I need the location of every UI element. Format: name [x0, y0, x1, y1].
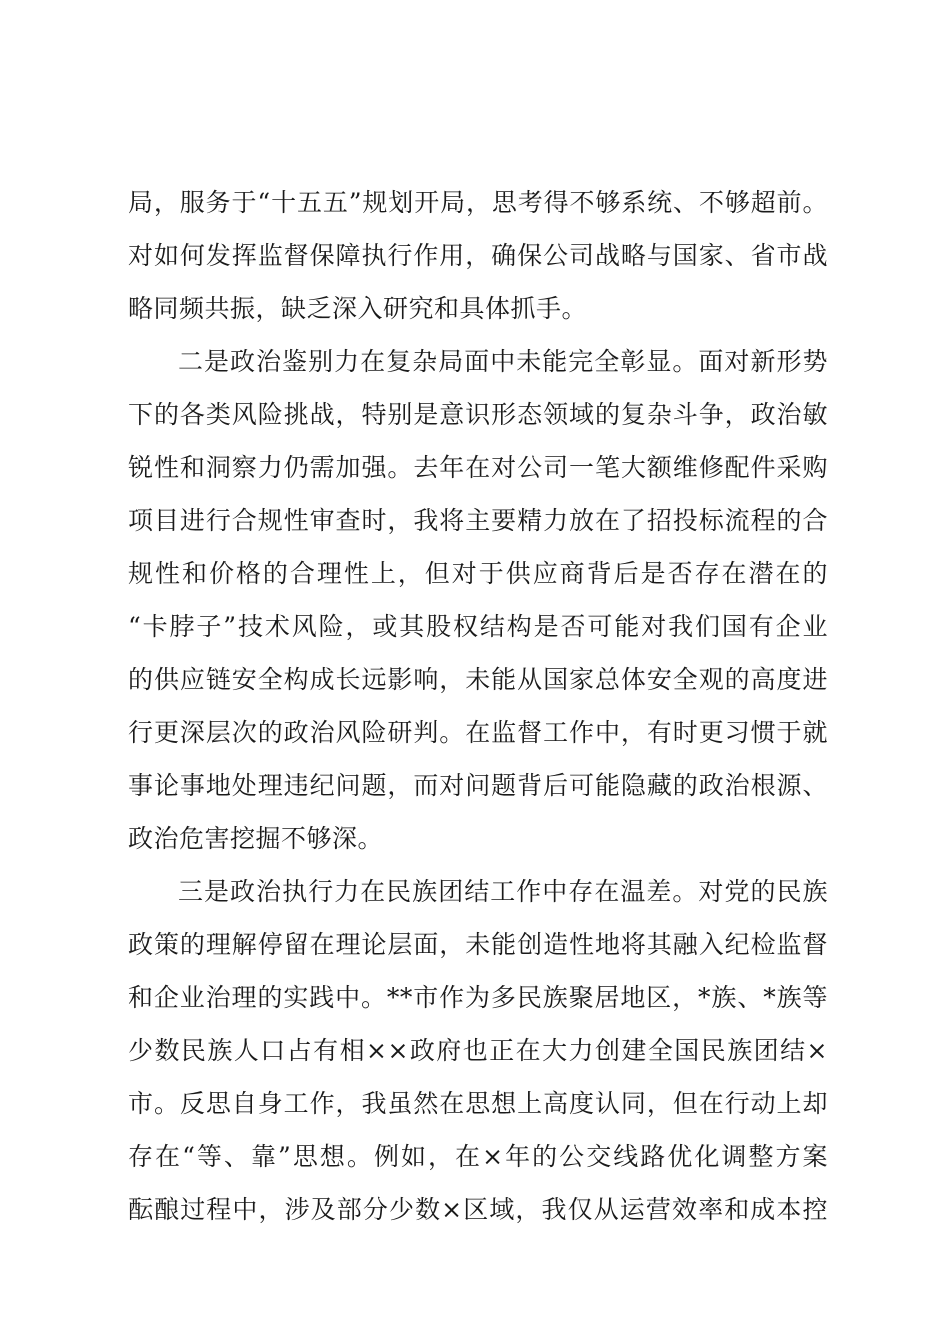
text-line: 下的各类风险挑战，特别是意识形态领域的复杂斗争，政治敏	[128, 400, 828, 429]
text-line: 对如何发挥监督保障执行作用，确保公司战略与国家、省市战	[128, 241, 828, 270]
text-line: 规性和价格的合理性上，但对于供应商背后是否存在潜在的	[128, 559, 828, 588]
text-line: “卡脖子”技术风险，或其股权结构是否可能对我们国有企业	[128, 612, 828, 641]
text-line: 锐性和洞察力仍需加强。去年在对公司一笔大额维修配件采购	[128, 453, 828, 482]
text-line: 和企业治理的实践中。**市作为多民族聚居地区，*族、*族等	[128, 983, 828, 1012]
paragraph-heading-line: 二是政治鉴别力在复杂局面中未能完全彰显。面对新形势	[178, 347, 828, 376]
text-line: 酝酿过程中，涉及部分少数×区域，我仅从运营效率和成本控	[128, 1195, 828, 1224]
text-line: 行更深层次的政治风险研判。在监督工作中，有时更习惯于就	[128, 718, 828, 747]
text-line: 的供应链安全构成长远影响，未能从国家总体安全观的高度进	[128, 665, 828, 694]
text-line: 政治危害挖掘不够深。	[128, 824, 384, 853]
text-line: 政策的理解停留在理论层面，未能创造性地将其融入纪检监督	[128, 930, 828, 959]
text-line: 略同频共振，缺乏深入研究和具体抓手。	[128, 294, 588, 323]
text-line: 少数民族人口占有相××政府也正在大力创建全国民族团结×	[128, 1036, 828, 1065]
text-line: 局，服务于“十五五”规划开局，思考得不够系统、不够超前。	[128, 188, 828, 217]
text-line: 事论事地处理违纪问题，而对问题背后可能隐藏的政治根源、	[128, 771, 828, 800]
text-line: 市。反思自身工作，我虽然在思想上高度认同，但在行动上却	[128, 1089, 828, 1118]
text-line: 项目进行合规性审查时，我将主要精力放在了招投标流程的合	[128, 506, 828, 535]
paragraph-heading-line: 三是政治执行力在民族团结工作中存在温差。对党的民族	[178, 877, 828, 906]
text-line: 存在“等、靠”思想。例如，在×年的公交线路优化调整方案	[128, 1142, 828, 1171]
